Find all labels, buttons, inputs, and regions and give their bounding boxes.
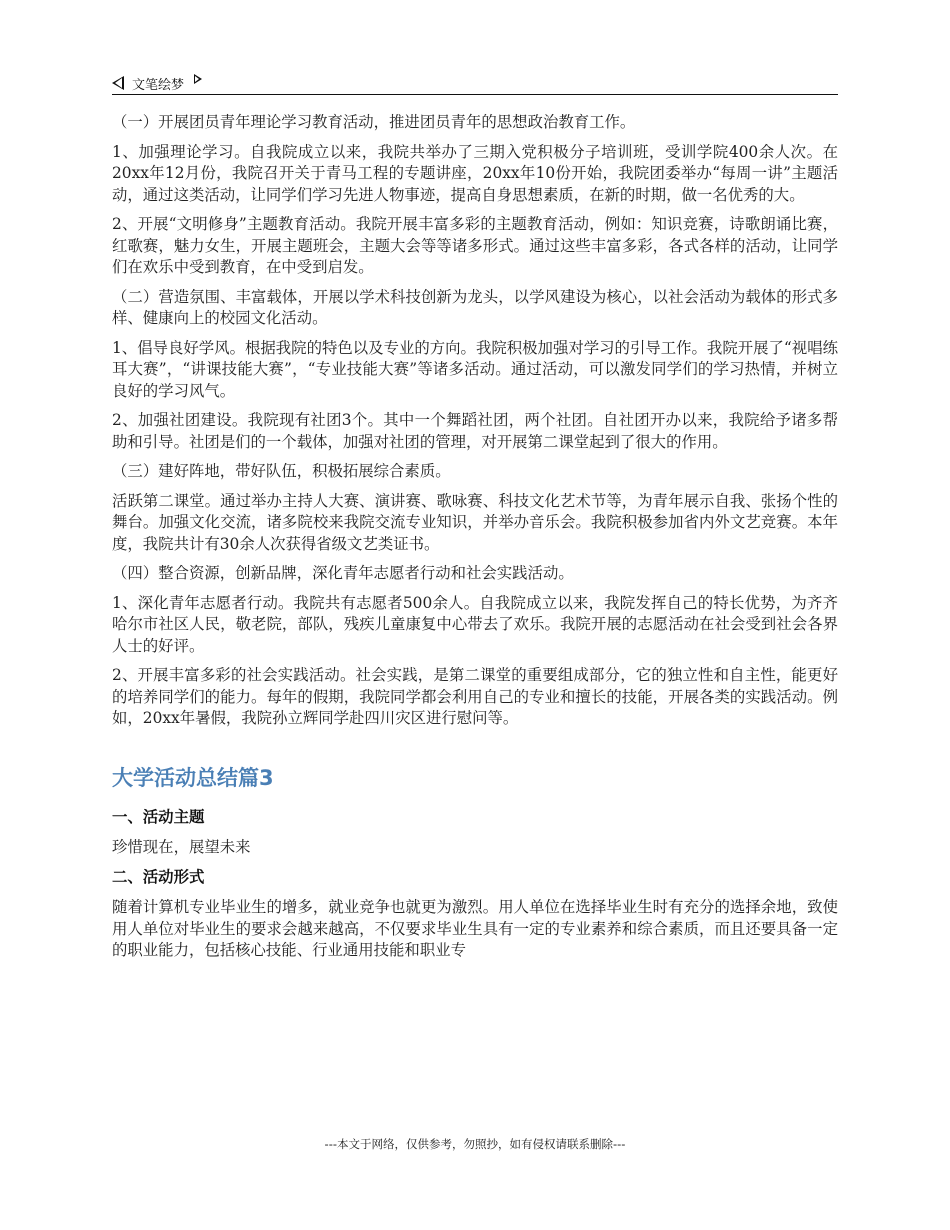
subsection-title: 一、活动主题 <box>112 807 205 826</box>
document-page <box>112 0 838 1230</box>
header-brand: 文笔绘梦 <box>132 77 185 93</box>
section-title: 大学活动总结篇3 <box>112 765 274 790</box>
document-body <box>112 112 838 970</box>
paragraph: 珍惜现在，展望未来 <box>112 837 251 856</box>
triangle-right-icon <box>194 74 202 84</box>
page-footer: ---本文于网络，仅供参考，勿照抄，如有侵权请联系删除--- <box>324 1137 626 1151</box>
paragraph: 随着计算机专业毕业生的增多，就业竞争也就更为激烈。用人单位在选择毕业生时有充分的选择余地，致使用人单位对毕业生的要求会越来越高，不仅要求毕业生具有一定的专业素养和综合素质，而且还要具备一定的职业能力，包括核心技能、行业通用技能和职业专 <box>112 898 838 959</box>
paragraph: 2、开展“文明修身”主题教育活动。我院开展丰富多彩的主题教育活动，例如：知识竞赛，诗歌朗诵比赛，红歌赛，魅力女生，开展主题班会，主题大会等等诸多形式。通过这些丰富多彩，各式各样的活动，让同学们在欢乐中受到教育，在中受到启发。 <box>112 215 838 276</box>
subsection-title: 二、活动形式 <box>112 868 205 886</box>
paragraph: 2、加强社团建设。我院现有社团3个。其中一个舞蹈社团，两个社团。自社团开办以来，我院给予诸多帮助和引导。社团是们的一个载体，加强对社团的管理，对开展第二课堂起到了很大的作用。 <box>112 411 838 451</box>
page-header <box>112 72 838 95</box>
paragraph: 1、倡导良好学风。根据我院的特色以及专业的方向。我院积极加强对学习的引导工作。我院开展了“视唱练耳大赛”，“讲课技能大赛”，“专业技能大赛”等诸多活动。通过活动，可以激发同学们的学习热情，并树立良好的学习风气。 <box>112 338 838 400</box>
paragraph: 2、开展丰富多彩的社会实践活动。社会实践，是第二课堂的重要组成部分，它的独立性和自主性，能更好的培养同学们的能力。每年的假期，我院同学都会利用自己的专业和擅长的技能，开展各类的实践活动。例如，20xx年暑假，我院孙立辉同学赴四川灾区进行慰问等。 <box>112 666 838 727</box>
paragraph: （二）营造氛围、丰富载体，开展以学术科技创新为龙头，以学风建设为核心，以社会活动为载体的形式多样、健康向上的校园文化活动。 <box>112 287 838 327</box>
paragraph: （四）整合资源，创新品牌，深化青年志愿者行动和社会实践活动。 <box>112 564 574 582</box>
paragraph: （一）开展团员青年理论学习教育活动，推进团员青年的思想政治教育工作。 <box>112 113 636 131</box>
paragraph: （三）建好阵地，带好队伍，积极拓展综合素质。 <box>112 462 451 480</box>
paragraph: 1、加强理论学习。自我院成立以来，我院共举办了三期入党积极分子培训班，受训学院400余人次。在20xx年12月份，我院召开关于青马工程的专题讲座，20xx年10份开始，我院团委举办“每周一讲”主题活动，通过这类活动，让同学们学习先进人物事迹，提高自身思想素质，在新的时期，做一名优秀的大。 <box>112 142 838 204</box>
paragraph: 活跃第二课堂。通过举办主持人大赛、演讲赛、歌咏赛、科技文化艺术节等，为青年展示自我、张扬个性的舞台。加强文化交流，诸多院校来我院交流专业知识，并举办音乐会。我院积极参加省内外文艺竞赛。本年度，我院共计有30余人次获得省级文艺类证书。 <box>112 491 838 553</box>
triangle-left-icon <box>112 76 124 90</box>
paragraph: 1、深化青年志愿者行动。我院共有志愿者500余人。自我院成立以来，我院发挥自己的特长优势，为齐齐哈尔市社区人民，敬老院，部队，残疾儿童康复中心带去了欢乐。我院开展的志愿活动在社会受到社会各界人士的好评。 <box>112 593 838 655</box>
